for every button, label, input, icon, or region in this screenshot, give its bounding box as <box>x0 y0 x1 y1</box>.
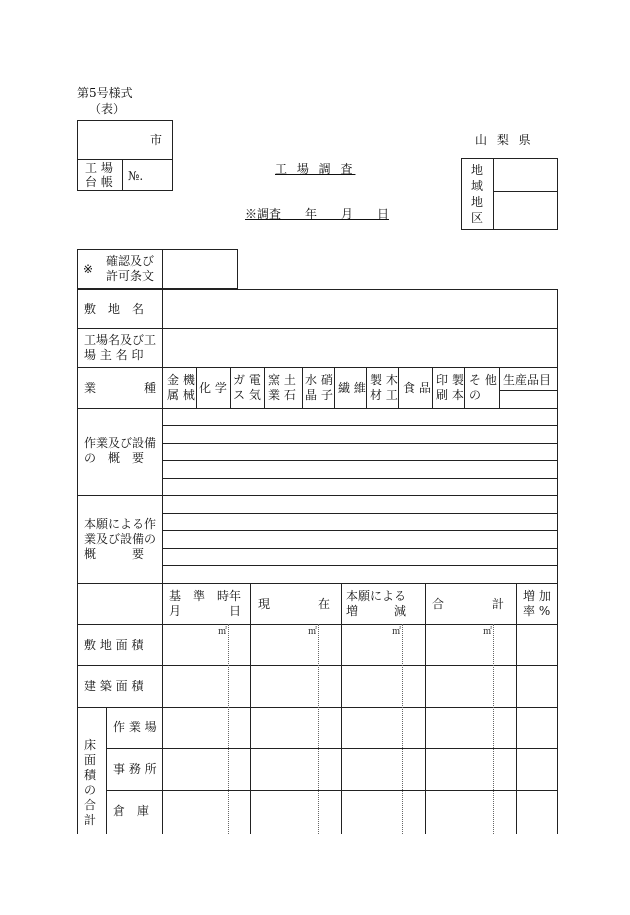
header-current: 現 在 <box>258 597 331 611</box>
row-line <box>162 460 558 461</box>
work-overview-label: 作業及び設備 の 概 要 <box>84 436 157 465</box>
industry-metal-machinery: 金 機 属 械 <box>167 373 195 402</box>
industry-lumber: 製 木 材 工 <box>370 373 398 402</box>
row-line <box>162 530 558 531</box>
permit-label: 確認及び 許可条文 <box>106 254 155 283</box>
unit-guide <box>228 624 229 834</box>
row-line <box>77 367 558 368</box>
industry-col-line <box>196 367 197 408</box>
industry-ceramics: 窯 土 業 石 <box>268 373 296 402</box>
unit-label: ㎡ <box>218 627 228 637</box>
header-base-date: 基 準 時年 月 日 <box>169 589 242 618</box>
number-label: №. <box>128 169 144 183</box>
row-line <box>77 408 558 409</box>
area-row-line <box>106 790 558 791</box>
building-area-label: 建 築 面 積 <box>84 679 144 693</box>
district-hdivider <box>493 191 558 192</box>
industry-other: そ 他 の <box>469 373 497 402</box>
row-line <box>77 583 558 584</box>
industry-products: 生産品目 <box>503 373 552 387</box>
floor-total-label: 床 面 積 の 合 計 <box>84 738 97 827</box>
row-line <box>162 548 558 549</box>
prefecture-label: 山 梨 県 <box>475 133 534 147</box>
row-line <box>162 478 558 479</box>
unit-label: ㎡ <box>308 627 318 637</box>
row-line <box>162 443 558 444</box>
area-row-line <box>106 748 558 749</box>
header-increase-rate: 増 加 率 % <box>523 589 551 618</box>
permit-mark: ※ <box>83 262 94 276</box>
industry-col-line <box>398 367 399 408</box>
permit-vdivider <box>162 249 163 289</box>
row-line <box>77 495 558 496</box>
industry-col-line <box>264 367 265 408</box>
industry-col-line <box>302 367 303 408</box>
industry-col-line <box>366 367 367 408</box>
label-column-divider <box>162 289 163 583</box>
industry-printing: 印 製 刷 本 <box>436 373 464 402</box>
row-line <box>162 565 558 566</box>
unit-guide <box>318 624 319 834</box>
unit-guide <box>402 624 403 834</box>
industry-col-line <box>230 367 231 408</box>
district-label: 地 域 地 区 <box>471 163 484 225</box>
header-total: 合 計 <box>432 597 505 611</box>
header-change: 本願による 増 減 <box>346 589 407 618</box>
industry-textile: 繊 維 <box>338 381 366 395</box>
application-overview-label: 本願による作 業及び設備の 概 要 <box>84 517 157 561</box>
site-area-label: 敷 地 面 積 <box>84 638 144 652</box>
industry-col-line <box>432 367 433 408</box>
area-col-line <box>162 583 163 834</box>
form-side-label: （表） <box>89 102 126 116</box>
ledger-label: 工 場 台 帳 <box>85 161 113 189</box>
warehouse-label: 倉 庫 <box>113 804 150 818</box>
site-name-label: 敷 地 名 <box>84 302 145 316</box>
unit-label: ㎡ <box>392 627 402 637</box>
product-divider <box>499 390 558 391</box>
factory-owner-label: 工場名及び工 場 主 名 印 <box>84 333 157 362</box>
industry-col-line <box>334 367 335 408</box>
district-vdivider <box>493 158 494 230</box>
area-col-line <box>250 583 251 834</box>
ledger-divider <box>77 159 173 160</box>
workshop-label: 作 業 場 <box>113 720 157 734</box>
area-col-line <box>425 583 426 834</box>
form-number: 第5号様式 <box>77 86 133 100</box>
permit-box <box>77 249 238 289</box>
industry-label: 業 種 <box>84 381 157 395</box>
area-col-line <box>516 583 517 834</box>
industry-crystal-glass: 水 硝 晶 子 <box>305 373 333 402</box>
ledger-vdivider <box>122 159 123 191</box>
office-label: 事 務 所 <box>113 762 157 776</box>
floor-subcol-line <box>106 707 107 834</box>
unit-label: ㎡ <box>483 627 493 637</box>
city-label: 市 <box>150 133 163 147</box>
industry-chemical: 化 学 <box>199 381 227 395</box>
row-line <box>162 425 558 426</box>
industry-gas-electric: ガ 電 ス 気 <box>233 373 261 402</box>
row-line <box>77 328 558 329</box>
survey-date: ※調査 年 月 日 <box>245 207 390 221</box>
industry-food: 食 品 <box>403 381 431 395</box>
area-col-line <box>341 583 342 834</box>
unit-guide <box>493 624 494 834</box>
row-line <box>162 513 558 514</box>
document-title: 工 場 調 査 <box>275 162 356 176</box>
industry-col-line <box>499 367 500 408</box>
industry-col-line <box>464 367 465 408</box>
